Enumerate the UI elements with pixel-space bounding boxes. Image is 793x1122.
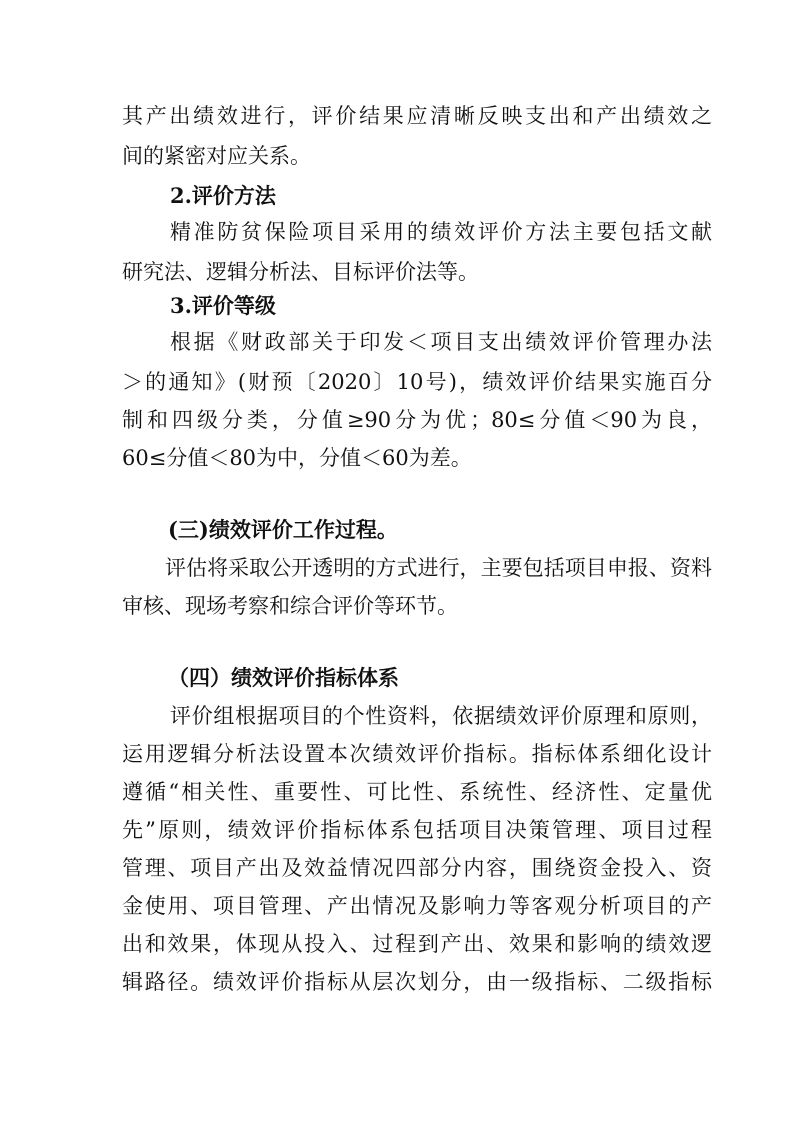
paragraph-line: 出和效果，体现从投入、过程到产出、效果和影响的绩效逻	[122, 932, 712, 956]
paragraph-line: 管理、项目产出及效益情况四部分内容，围绕资金投入、资	[122, 856, 712, 880]
paragraph-line: 金使用、项目管理、产出情况及影响力等客观分析项目的产	[122, 894, 712, 918]
section-heading: (三)绩效评价工作过程。	[168, 517, 398, 542]
paragraph-line: 辑路径。绩效评价指标从层次划分，由一级指标、二级指标	[122, 970, 712, 994]
section-heading: 2.评价方法	[170, 183, 276, 208]
paragraph-line: 遵循“相关性、重要性、可比性、系统性、经济性、定量优	[122, 780, 712, 804]
paragraph-line: 审核、现场考察和综合评价等环节。	[122, 594, 458, 618]
section-heading: 3.评价等级	[170, 293, 276, 318]
paragraph-line: 运用逻辑分析法设置本次绩效评价指标。指标体系细化设计	[122, 742, 712, 766]
paragraph-line: ＞的通知》(财预〔2020〕10号)，绩效评价结果实施百分	[122, 370, 712, 394]
paragraph-line: 评价组根据项目的个性资料，依据绩效评价原理和原则，	[170, 704, 712, 728]
paragraph-line: 60≤分值＜80为中，分值＜60为差。	[122, 446, 472, 470]
paragraph-line: 制和四级分类，分值≥90分为优；80≤分值＜90为良，	[122, 408, 712, 432]
section-heading: （四）绩效评价指标体系	[168, 665, 399, 690]
paragraph-line: 根据《财政部关于印发＜项目支出绩效评价管理办法	[170, 330, 712, 354]
paragraph-line: 研究法、逻辑分析法、目标评价法等。	[122, 260, 479, 284]
paragraph-line: 先”原则，绩效评价指标体系包括项目决策管理、项目过程	[122, 818, 712, 842]
paragraph-line: 间的紧密对应关系。	[122, 144, 311, 168]
paragraph-line: 精准防贫保险项目采用的绩效评价方法主要包括文献	[170, 220, 712, 244]
paragraph-line: 其产出绩效进行，评价结果应清晰反映支出和产出绩效之	[122, 104, 712, 128]
paragraph-line: 评估将采取公开透明的方式进行，主要包括项目申报、资料	[165, 556, 712, 580]
